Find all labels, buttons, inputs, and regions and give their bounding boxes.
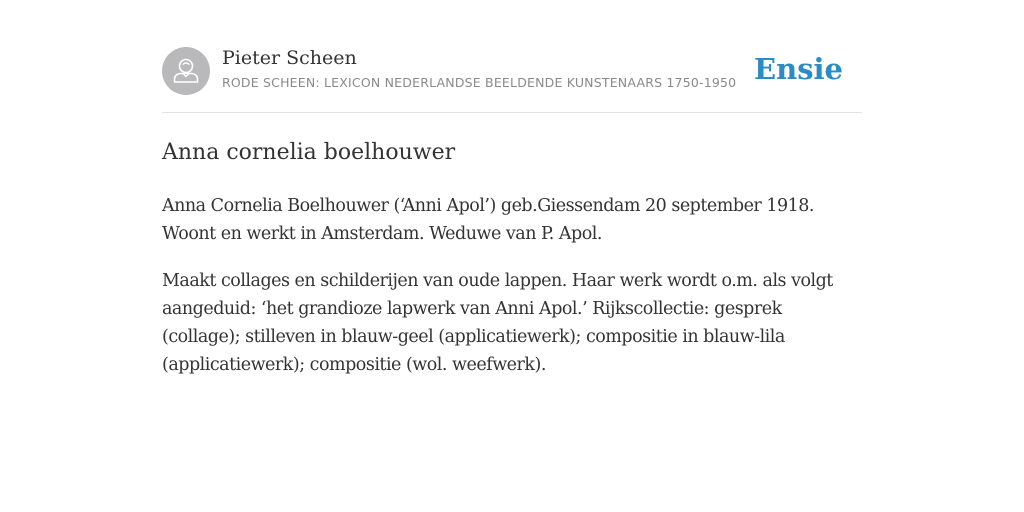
- article-paragraph: Anna Cornelia Boelhouwer (‘Anni Apol’) geb.Giessendam 20 september 1918. Woont en werkt in Amsterdam. Weduwe van P. Apol.: [162, 196, 814, 244]
- article-card: [162, 0, 862, 379]
- article-title: Anna cornelia boelhouwer: [162, 140, 456, 165]
- article-header: [162, 0, 862, 113]
- article-paragraph: Maakt collages en schilderijen van oude lappen. Haar werk wordt o.m. als volgt aangeduid: ‘het grandioze lapwerk van Anni Apol.’ Rijkscollectie: gesprek (collage); stilleven in blauw-geel (applicatiewerk); compositie in blauw-lila (applicatiewerk); compositie (wol. weefwerk).: [162, 271, 833, 375]
- author-name[interactable]: Pieter Scheen: [222, 47, 357, 69]
- source-title[interactable]: RODE SCHEEN: LEXICON NEDERLANDSE BEELDENDE KUNSTENAARS 1750-1950: [222, 75, 737, 90]
- brand-logo[interactable]: Ensie: [754, 52, 843, 86]
- user-icon: [162, 47, 210, 95]
- author-avatar[interactable]: [162, 47, 210, 95]
